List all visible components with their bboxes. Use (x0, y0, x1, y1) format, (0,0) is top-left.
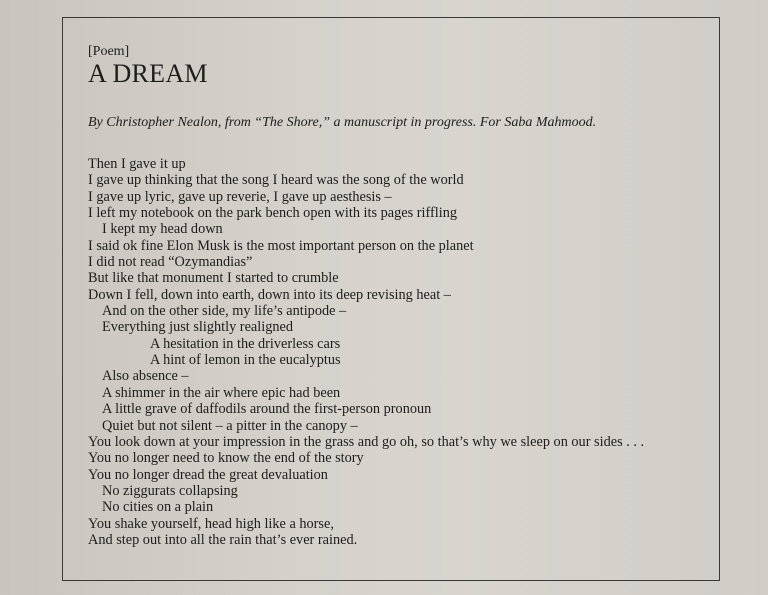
poem-line: I left my notebook on the park bench open with its pages riffling (88, 205, 457, 222)
poem-line: You no longer dread the great devaluation (88, 466, 328, 483)
poem-line: A shimmer in the air where epic had been (102, 384, 341, 401)
poem-line: Then I gave it up (88, 156, 186, 172)
poem-title: A DREAM (88, 59, 208, 88)
poem-line: I did not read “Ozymandias” (88, 254, 253, 271)
poem-line: No ziggurats collapsing (102, 482, 238, 499)
poem-line: A hint of lemon in the eucalyptus (150, 352, 341, 369)
poem-byline: By Christopher Nealon, from “The Shore,” a manuscript in progress. For Saba Mahmood. (88, 115, 597, 130)
poem-line: You look down at your impression in the grass and go oh, so that’s why we sleep on our sides . . . (88, 433, 645, 450)
poem-line: I gave up lyric, gave up reverie, I gave up aesthesis – (88, 188, 392, 205)
poem-line: And on the other side, my life’s antipode – (102, 303, 347, 320)
poem-line: But like that monument I started to crumble (88, 270, 339, 287)
poem-line: Quiet but not silent – a pitter in the canopy – (102, 417, 358, 434)
poem-line: Everything just slightly realigned (102, 319, 293, 336)
poem-page (88, 44, 708, 548)
poem-line: A hesitation in the driverless cars (150, 335, 341, 352)
poem-line: You shake yourself, head high like a horse, (88, 515, 334, 532)
poem-line: A little grave of daffodils around the first-person pronoun (102, 401, 432, 418)
poem-line: I gave up thinking that the song I heard was the song of the world (88, 172, 464, 189)
poem-line: Also absence – (102, 368, 189, 385)
poem-line: Down I fell, down into earth, down into its deep revising heat – (88, 286, 451, 303)
poem-line: I said ok fine Elon Musk is the most important person on the planet (88, 237, 474, 254)
poem-line: You no longer need to know the end of the story (88, 450, 364, 467)
poem-line: I kept my head down (102, 221, 223, 238)
poem-line: No cities on a plain (102, 499, 214, 516)
poem-line: And step out into all the rain that’s ever rained. (88, 531, 358, 548)
poem-body (88, 156, 708, 548)
section-kicker: [Poem] (88, 44, 130, 59)
